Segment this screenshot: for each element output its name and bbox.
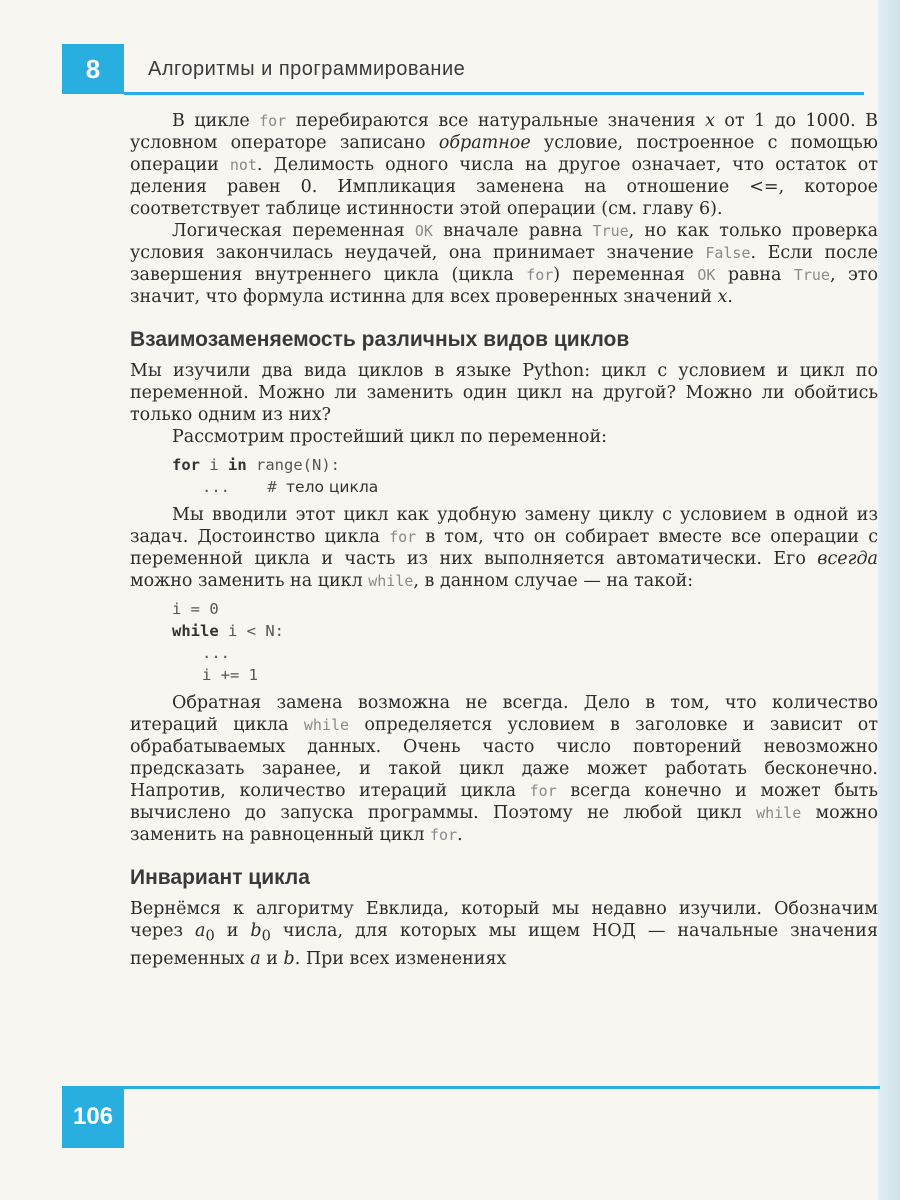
- chapter-title: Алгоритмы и программирование: [148, 58, 466, 80]
- section-heading-loop-invariant: Инвариант цикла: [130, 866, 310, 889]
- chapter-number-badge: [62, 44, 124, 94]
- code-line: ...: [202, 644, 230, 662]
- footer-rule: [124, 1086, 880, 1089]
- paragraph-3: Мы изучили два вида циклов в языке Python: цикл с условием и цикл по переменной. Можно ли заменить один цикл на другой? Можно ли обойтись только одним из них?: [130, 361, 878, 425]
- code-block-for-loop: [172, 454, 878, 498]
- chapter-number: 8: [85, 53, 101, 84]
- paragraph-4: Рассмотрим простейший цикл по переменной:: [172, 427, 608, 447]
- paragraph-5: Мы вводили этот цикл как удобную замену циклу с условием в одной из задач. Достоинство цикла for в том, что он собирает вместе все операции с переменной цикла и часть из них выполняется автоматически. Его всегда можно заменить на цикл while, в данном случае — на такой:: [130, 505, 878, 591]
- page-number-badge: [62, 1086, 124, 1148]
- code-line: for i in range(N):: [172, 456, 340, 474]
- section-heading-loop-interchangeability: Взаимозаменяемость различных видов циклов: [130, 328, 630, 351]
- code-line: while i < N:: [172, 622, 284, 640]
- paragraph-2: Логическая переменная OK вначале равна True, но как только проверка условия закончилась неудачей, она принимает значение False. Если после завершения внутреннего цикла (цикла for) переменная OK равна True, это значит, что формула истинна для всех проверенных значений x.: [130, 221, 879, 307]
- paragraph-6: Обратная замена возможна не всегда. Дело в том, что количество итераций цикла while определяется условием в заголовке и зависит от обрабатываемых данных. Очень часто число повторений невозможно предсказать заранее, и такой цикл даже может работать бесконечно. Напротив, количество итераций цикла for всегда конечно и может быть вычислено до запуска программы. Поэтому не любой цикл while можно заменить на равноценный цикл for.: [130, 693, 879, 845]
- page-edge-strip: [878, 0, 900, 1200]
- code-line: ... # тело цикла: [202, 478, 379, 496]
- paragraph-1: В цикле for перебираются все натуральные значения x от 1 до 1000. В условном операторе записано обратное условие, построенное с помощью операции not. Делимость одного числа на другое означает, что остаток от деления равен 0. Импликация заменена на отношение <=, которое соответствует таблице истинности этой операции (см. главу 6).: [130, 111, 878, 219]
- code-line: i += 1: [202, 666, 258, 684]
- code-block-while-loop: [172, 598, 878, 686]
- page-number: 106: [72, 1103, 114, 1130]
- paragraph-7: Вернёмся к алгоритму Евклида, который мы недавно изучили. Обозначим через $a_0$ и $b_0$ числа, для которых мы ищем НОД — начальные значения переменных a и b. При всех изменениях: [130, 899, 878, 969]
- page-body: [130, 110, 878, 970]
- code-line: i = 0: [172, 600, 219, 618]
- header-rule: [124, 92, 864, 95]
